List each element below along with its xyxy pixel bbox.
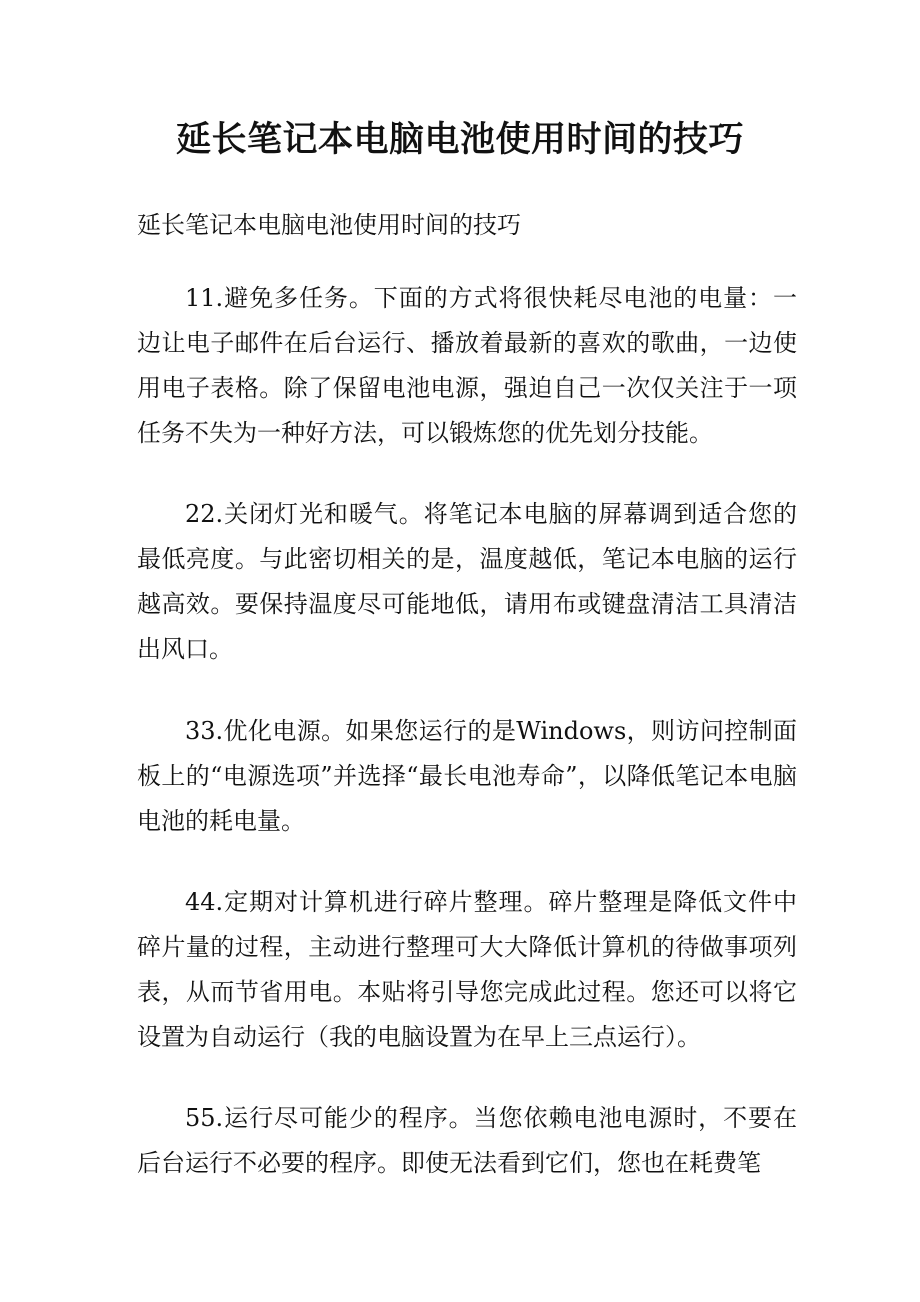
document-subtitle: 延长笔记本电脑电池使用时间的技巧: [137, 211, 521, 239]
document-title: 延长笔记本电脑电池使用时间的技巧: [175, 119, 744, 160]
paragraph-tip-1: 11.避免多任务。下面的方式将很快耗尽电池的电量：一边让电子邮件在后台运行、播放着最新的喜欢的歌曲，一边使用电子表格。除了保留电池电源，强迫自己一次仅关注于一项任务不失为一种好方法，可以锻炼您的优先划分技能。: [137, 284, 797, 447]
paragraph-tip-5: 55.运行尽可能少的程序。当您依赖电池电源时，不要在后台运行不必要的程序。即使无法看到它们，您也在耗费笔: [137, 1104, 797, 1177]
paragraph-tip-3: 33.优化电源。如果您运行的是Windows，则访问控制面板上的“电源选项”并选择“最长电池寿命”，以降低笔记本电脑电池的耗电量。: [137, 717, 797, 835]
paragraph-tip-4: 44.定期对计算机进行碎片整理。碎片整理是降低文件中碎片量的过程，主动进行整理可大大降低计算机的待做事项列表，从而节省用电。本贴将引导您完成此过程。您还可以将它设置为自动运行（我的电脑设置为在早上三点运行）。: [137, 888, 797, 1051]
paragraph-tip-2: 22.关闭灯光和暖气。将笔记本电脑的屏幕调到适合您的最低亮度。与此密切相关的是，温度越低，笔记本电脑的运行越高效。要保持温度尽可能地低，请用布或键盘清洁工具清洁出风口。: [137, 500, 797, 663]
